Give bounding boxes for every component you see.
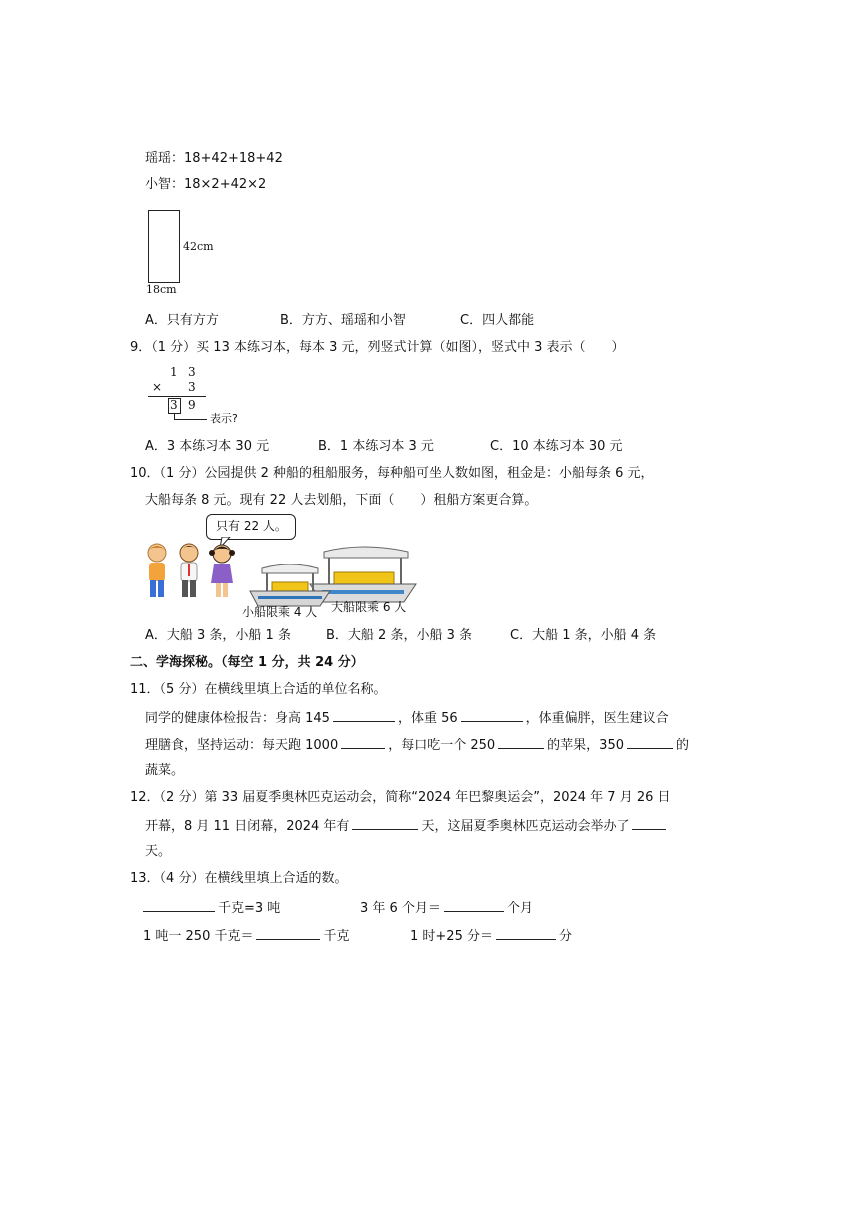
q13-text-d-head: 1 时+25 分＝ [410,929,493,944]
q13-item-c [143,926,350,946]
q13-blank-b[interactable] [444,898,504,912]
q12-line-1: 12．（2 分）第 33 届夏季奥林匹克运动会，简称“2024 年巴黎奥运会”，2024 年 7 月 26 日 [130,790,671,805]
q11-text-run: 理膳食，坚持运动：每天跑 1000 [145,738,339,753]
q12-text-duration: 天，这届夏季奥林匹克运动会举办了 [421,819,630,834]
q9-option-b[interactable]: B．1 本练习本 3 元 [318,439,434,454]
q10-option-a[interactable]: A．大船 3 条，小船 1 条 [145,628,291,643]
q11-text-height: 同学的健康体检报告：身高 145 [145,711,330,726]
q11-blank-apple[interactable] [498,735,544,749]
q9-option-a[interactable]: A．3 本练习本 30 元 [145,439,270,454]
q13-blank-a[interactable] [143,898,215,912]
child-boy-2-icon [176,543,202,599]
q13-text-a: 千克=3 吨 [218,901,281,916]
rectangle-shape [148,210,180,283]
q13-text-b-head: 3 年 6 个月＝ [360,901,441,916]
q12-blank-year-days[interactable] [352,816,418,830]
q12-blank-duration[interactable] [632,816,666,830]
q13-item-d [410,926,572,946]
q11-text-advice: ，体重偏胖，医生建议合 [525,711,669,726]
q12-line-2 [145,816,669,836]
q11-text-weight: ，体重 56 [397,711,458,726]
calc-top-digit-2: 3 [188,365,196,379]
q13-text-b-tail: 个月 [506,901,533,916]
q9-vertical-calculation [148,363,258,429]
speech-bubble-text: 只有 22 人。 [216,519,287,533]
q11-blank-veg[interactable] [627,735,673,749]
q13-item-b [360,898,533,918]
q10-option-b[interactable]: B．大船 2 条，小船 3 条 [326,628,472,643]
q13-text-c-head: 1 吨一 250 千克＝ [143,929,254,944]
q13-text-c-tail: 千克 [323,929,350,944]
child-girl-icon [208,543,236,599]
small-boat-label: 小船限乘 4 人 [242,605,318,619]
rect-width-label: 18cm [146,283,177,296]
q8-option-a[interactable]: A．只有方方 [145,313,219,328]
big-boat-label: 大船限乘 6 人 [331,600,407,614]
q11-line-3: 蔬菜。 [145,763,185,778]
calc-multiplier: 3 [188,380,196,394]
q11-text-de: 的 [676,738,690,753]
q13-stem: 13．（4 分）在横线里填上合适的数。 [130,871,348,886]
calc-top-digit-1: 1 [170,365,178,379]
q13-item-a [143,898,280,918]
q11-blank-height[interactable] [333,708,395,722]
q13-blank-d[interactable] [496,926,556,940]
calc-result-digit-2: 9 [188,398,196,412]
q11-text-veg: 的苹果，350 [547,738,624,753]
q10-boat-illustration [140,510,420,625]
calc-pointer-label: 表示? [210,412,238,425]
calc-times-sign: × [152,380,163,394]
q8-rectangle-figure [146,208,216,298]
child-boy-1-icon [144,543,170,599]
q8-option-b[interactable]: B．方方、瑶瑶和小智 [280,313,406,328]
q12-line-3: 天。 [145,844,172,859]
q10-stem-line-2: 大船每条 8 元。现有 22 人去划船，下面（ ）租船方案更合算。 [145,493,538,508]
rect-height-label: 42cm [183,240,214,253]
q9-stem: 9．（1 分）买 13 本练习本，每本 3 元，列竖式计算（如图），竖式中 3 表示（ ） [130,340,625,355]
q13-text-d-tail: 分 [558,929,572,944]
q10-option-c[interactable]: C．大船 1 条，小船 4 条 [510,628,657,643]
q10-stem-line-1: 10．（1 分）公园提供 2 种船的租船服务，每种船可坐人数如图，租金是：小船每条 6 元， [130,466,654,481]
section-2-title: 二、学海探秘。（每空 1 分，共 24 分） [130,655,364,670]
q11-blank-run[interactable] [341,735,385,749]
q9-option-c[interactable]: C．10 本练习本 30 元 [490,439,623,454]
q11-stem: 11．（5 分）在横线里填上合适的单位名称。 [130,682,387,697]
calc-pointer-line [174,413,207,420]
q8-option-c[interactable]: C．四人都能 [460,313,535,328]
calc-result-digit-1: 3 [170,398,178,412]
q11-text-apple: ，每口吃一个 250 [388,738,496,753]
q13-blank-c[interactable] [256,926,320,940]
q8-line-zhi: 小智：18×2+42×2 [145,177,267,192]
q11-line-2 [145,735,689,755]
q8-line-yao: 瑶瑶：18+42+18+42 [145,151,283,166]
q11-line-1 [145,708,669,728]
q12-text-days: 开幕，8 月 11 日闭幕，2024 年有 [145,819,350,834]
q11-blank-weight[interactable] [461,708,523,722]
